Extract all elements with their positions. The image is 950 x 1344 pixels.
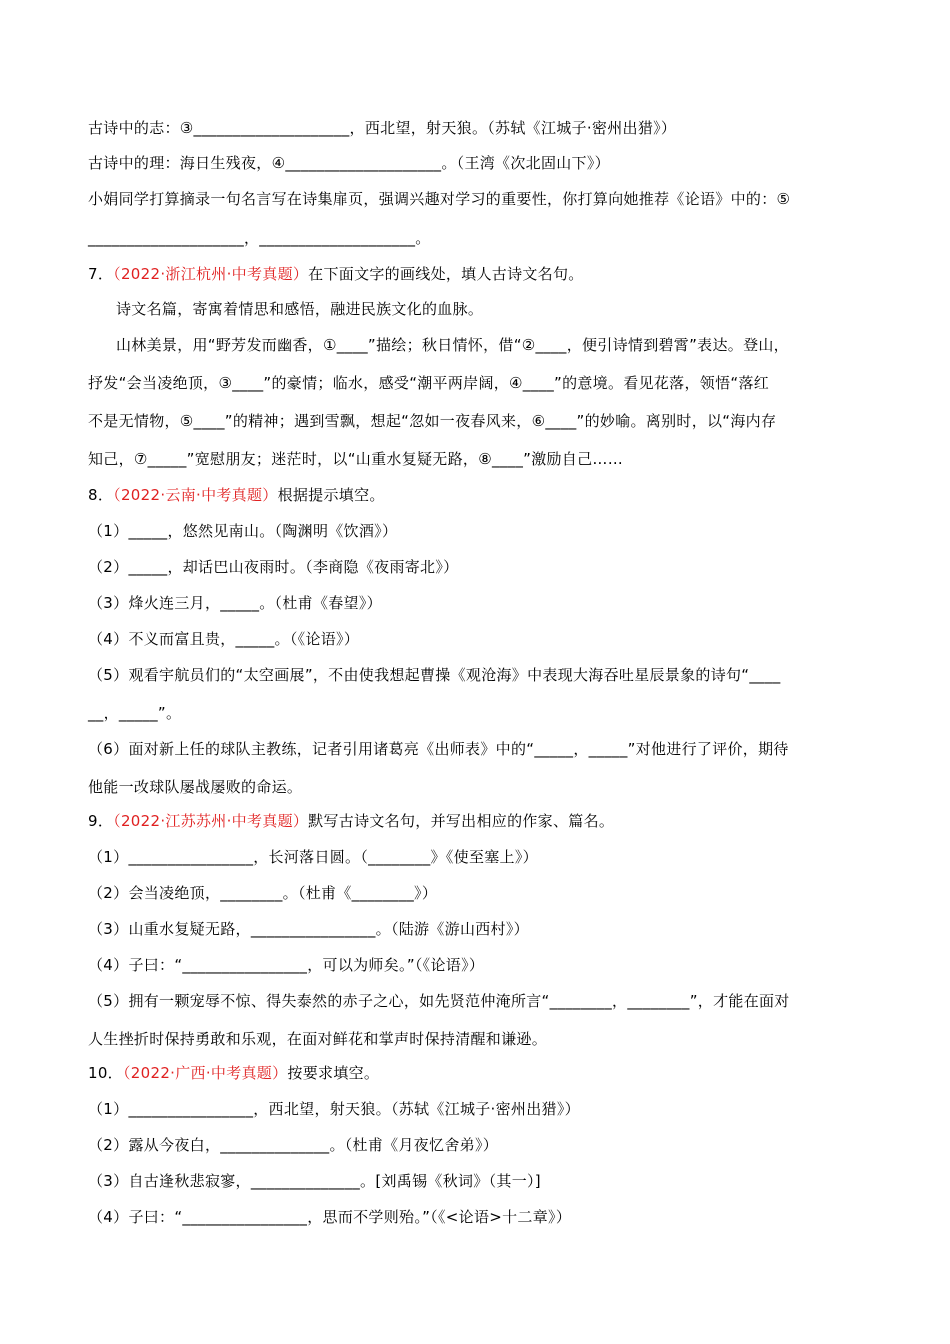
question-source: （2022·江苏苏州·中考真题） [113, 812, 309, 830]
q7-passage-line-2: 抒发“会当凌绝顶，③____”的豪情；临水，感受“潮平两岸阔，④____”的意境。看见花落，领悟“落红 [88, 374, 770, 392]
question-prompt: 在下面文字的画线处，填人古诗文名句。 [308, 265, 584, 283]
q9-item-5: （5）拥有一颗宠辱不惊、得失泰然的赤子之心，如先贤范仲淹所言“________，________”，才能在面对 [88, 992, 790, 1010]
q10-item-3: （3）自古逢秋悲寂寥，______________。[刘禹锡《秋词》（其一）] [88, 1172, 541, 1190]
question-prompt: 根据提示填空。 [277, 486, 385, 504]
question-10-heading [88, 1061, 878, 1085]
question-number: 9． [88, 812, 114, 830]
question-8-heading [88, 483, 878, 507]
question-number: 10． [88, 1064, 123, 1082]
question-source: （2022·云南·中考真题） [113, 486, 278, 504]
fill-line-ambition: 古诗中的志：③____________________，西北望，射天狼。（苏轼《江城子·密州出猎》） [88, 119, 677, 137]
q8-item-2: （2）_____，却话巴山夜雨时。（李商隐《夜雨寄北》） [88, 558, 459, 576]
fill-line-reason: 古诗中的理：海日生残夜，④____________________。（王湾《次北固山下》） [88, 154, 610, 172]
q10-item-4: （4）子曰：“________________，思而不学则殆。”（《<论语>十二章》） [88, 1208, 572, 1226]
q7-intro: 诗文名篇，寄寓着情思和感悟，融进民族文化的血脉。 [116, 300, 484, 318]
fill-line-analects-prompt: 小娟同学打算摘录一句名言写在诗集扉页，强调兴趣对学习的重要性，你打算向她推荐《论语》中的：⑤ [88, 190, 791, 208]
fill-line-analects-blanks: ____________________，____________________。 [88, 229, 431, 247]
q8-item-5-cont: __，_____”。 [88, 704, 182, 722]
q7-passage-line-3: 不是无情物，⑤____”的精神；遇到雪飘，想起“忽如一夜春风来，⑥____”的妙喻。离别时，以“海内存 [88, 412, 777, 430]
question-prompt: 按要求填空。 [287, 1064, 380, 1082]
q8-item-5: （5）观看宇航员们的“太空画展”，不由使我想起曹操《观沧海》中表现大海吞吐星辰景象的诗句“____ [88, 666, 781, 684]
q8-item-4: （4）不义而富且贵，_____。（《论语》） [88, 630, 360, 648]
q10-item-1: （1）________________，西北望，射天狼。（苏轼《江城子·密州出猎》） [88, 1100, 580, 1118]
q9-item-2: （2）会当凌绝顶，________。（杜甫《________》） [88, 884, 438, 902]
q9-item-4: （4）子曰：“________________，可以为师矣。”（《论语》） [88, 956, 485, 974]
q9-item-5-cont: 人生挫折时保持勇敢和乐观，在面对鲜花和掌声时保持清醒和谦逊。 [88, 1030, 548, 1048]
question-9-heading [88, 809, 878, 833]
q7-passage-line-4: 知己，⑦_____”宽慰朋友；迷茫时，以“山重水复疑无路，⑧____”激励自己…… [88, 450, 624, 468]
q9-item-3: （3）山重水复疑无路，________________。（陆游《游山西村》） [88, 920, 529, 938]
question-number: 7． [88, 265, 114, 283]
q8-item-3: （3）烽火连三月，_____。（杜甫《春望》） [88, 594, 382, 612]
question-number: 8． [88, 486, 114, 504]
question-source: （2022·广西·中考真题） [123, 1064, 288, 1082]
q10-item-2: （2）露从今夜白，______________。（杜甫《月夜忆舍弟》） [88, 1136, 499, 1154]
question-source: （2022·浙江杭州·中考真题） [113, 265, 309, 283]
question-prompt: 默写古诗文名句，并写出相应的作家、篇名。 [308, 812, 615, 830]
q8-item-6-cont: 他能一改球队屡战屡败的命运。 [88, 778, 303, 796]
q7-passage-line-1: 山林美景，用“野芳发而幽香，①____”描绘；秋日情怀，借“②____，便引诗情到碧霄”表达。登山， [116, 336, 789, 354]
q9-item-1: （1）________________，长河落日圆。（________》《使至塞上》） [88, 848, 538, 866]
q8-item-1: （1）_____，悠然见南山。（陶渊明《饮酒》） [88, 522, 398, 540]
q8-item-6: （6）面对新上任的球队主教练，记者引用诸葛亮《出师表》中的“_____，_____”对他进行了评价，期待 [88, 740, 789, 758]
question-7-heading [88, 262, 878, 286]
